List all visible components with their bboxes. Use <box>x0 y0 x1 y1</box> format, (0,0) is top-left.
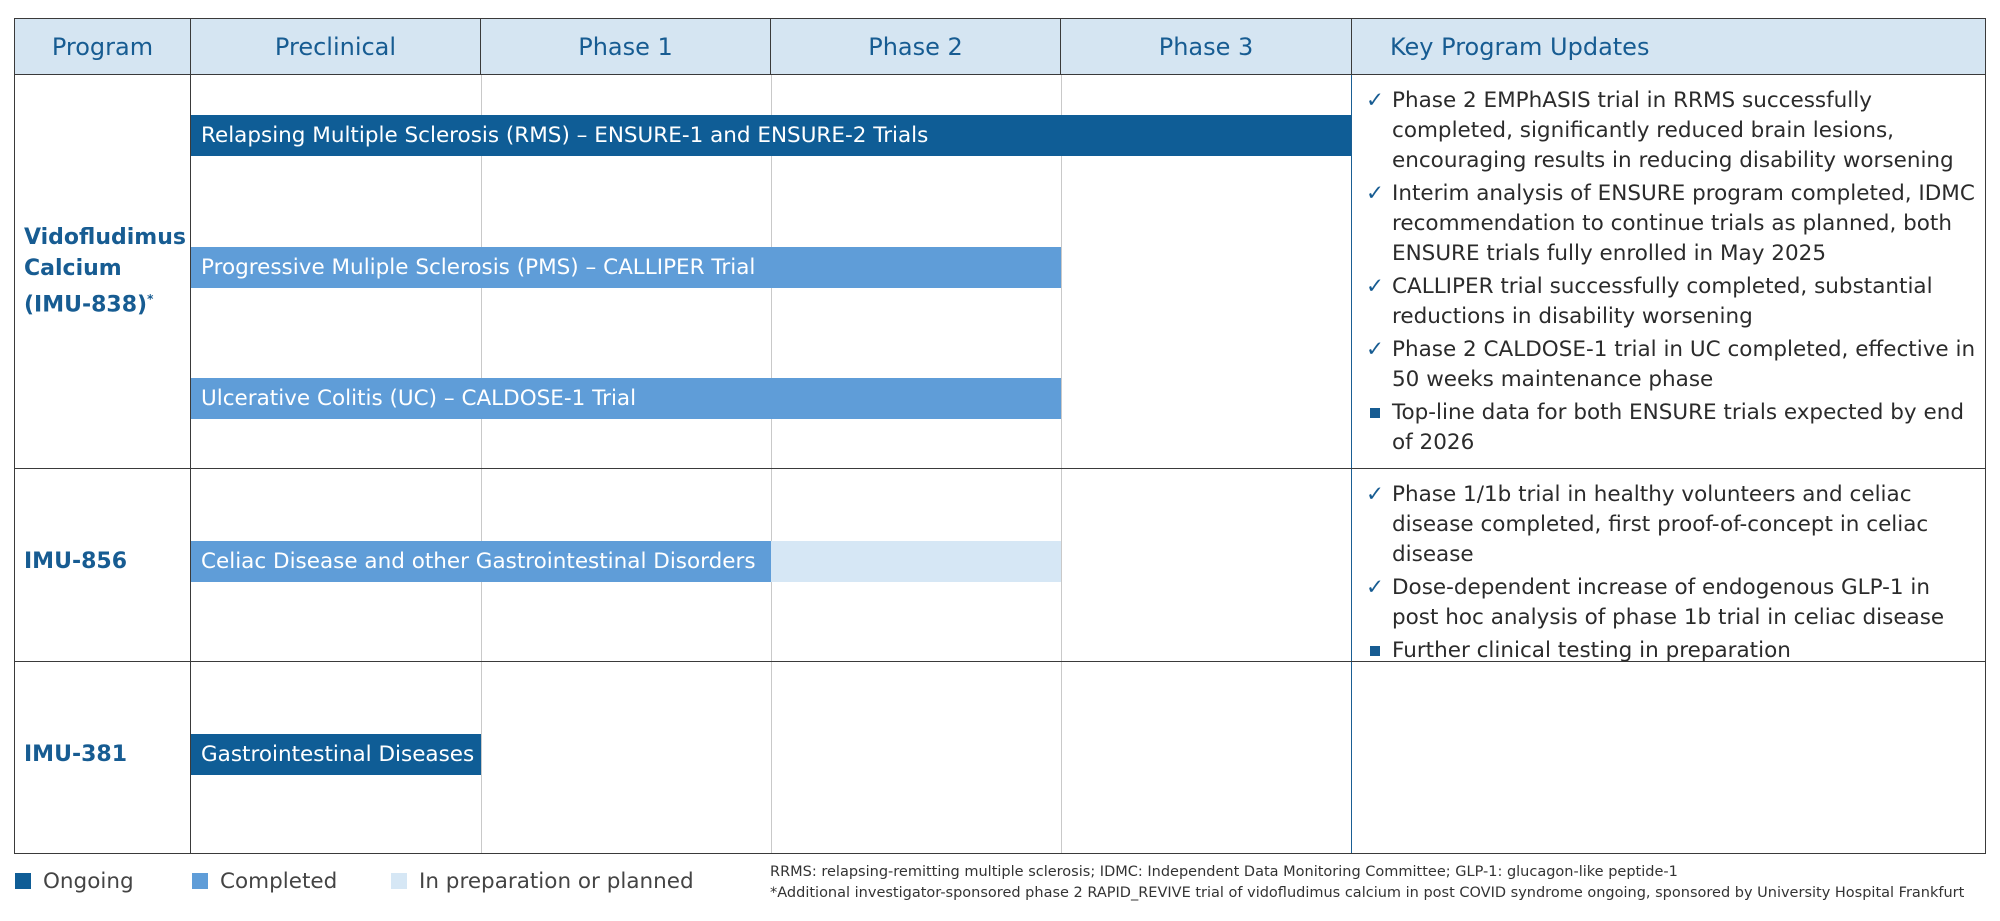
legend-swatch-planned <box>391 873 407 889</box>
bar-celiac: Celiac Disease and other Gastrointestinal Disorders <box>191 541 771 582</box>
update-text: CALLIPER trial successfully completed, substantial reductions in disability worsening <box>1392 274 1933 329</box>
footnote-marker: * <box>147 292 154 306</box>
check-icon: ✓ <box>1366 181 1385 206</box>
column-divider-phase1 <box>481 75 482 853</box>
footnote-asterisk: *Additional investigator-sponsored phase 2 RAPID_REVIVE trial of vidofludimus calcium in post COVID syndrome ongoing, sponsored by University Hospital Frankfurt <box>770 885 1965 901</box>
header-preclinical: Preclinical <box>191 19 481 75</box>
update-text: Phase 2 CALDOSE-1 trial in UC completed, effective in 50 weeks maintenance phase <box>1392 337 1976 392</box>
footnote-abbreviations: RRMS: relapsing-remitting multiple sclerosis; IDMC: Independent Data Monitoring Committee; GLP-1: glucagon-like peptide-1 <box>770 864 1678 880</box>
bar-uc-caldose: Ulcerative Colitis (UC) – CALDOSE-1 Trial <box>191 378 1061 419</box>
legend-swatch-completed <box>192 873 208 889</box>
program-name-vidofludimus <box>24 222 184 320</box>
header-phase1: Phase 1 <box>481 19 771 75</box>
header-updates: Key Program Updates <box>1352 19 1985 75</box>
header-phase3: Phase 3 <box>1061 19 1352 75</box>
update-text: Phase 2 EMPhASIS trial in RRMS successfully completed, significantly reduced brain lesions, encouraging results in reducing disability worsening <box>1392 88 1954 173</box>
update-text: Interim analysis of ENSURE program completed, IDMC recommendation to continue trials as planned, both ENSURE trials fully enrolled in May 2025 <box>1392 181 1975 266</box>
update-text: Further clinical testing in preparation <box>1392 638 1791 663</box>
row-divider-1 <box>14 468 1986 469</box>
update-item <box>1366 480 1978 570</box>
update-item <box>1366 179 1978 269</box>
update-item <box>1366 272 1978 332</box>
update-text: Dose-dependent increase of endogenous GLP-1 in post hoc analysis of phase 1b trial in celiac disease <box>1392 575 1945 630</box>
column-divider-updates <box>1351 75 1352 853</box>
square-bullet-icon <box>1370 408 1380 418</box>
program-code: (IMU-838) <box>24 292 148 318</box>
update-item <box>1366 636 1978 666</box>
check-icon: ✓ <box>1366 88 1385 113</box>
bar-pms-calliper: Progressive Muliple Sclerosis (PMS) – CALLIPER Trial <box>191 247 1061 288</box>
program-name-imu-856: IMU-856 <box>24 549 127 574</box>
bar-rms-ensure: Relapsing Multiple Sclerosis (RMS) – ENSURE-1 and ENSURE-2 Trials <box>191 115 1351 156</box>
header-program: Program <box>15 19 191 75</box>
program-name-imu-381: IMU-381 <box>24 742 127 767</box>
check-icon: ✓ <box>1366 575 1385 600</box>
update-item <box>1366 398 1978 458</box>
check-icon: ✓ <box>1366 337 1385 362</box>
update-text: Top-line data for both ENSURE trials expected by end of 2026 <box>1392 400 1964 455</box>
column-divider-phase2 <box>771 75 772 853</box>
check-icon: ✓ <box>1366 274 1385 299</box>
square-bullet-icon <box>1370 646 1380 656</box>
update-text: Phase 1/1b trial in healthy volunteers and celiac disease completed, first proof-of-concept in celiac disease <box>1392 482 1929 567</box>
program-name-line <box>24 284 184 320</box>
legend-ongoing <box>15 866 134 896</box>
update-item <box>1366 335 1978 395</box>
legend-label: Completed <box>220 868 338 894</box>
bar-gi-diseases: Gastrointestinal Diseases <box>191 734 481 775</box>
program-name-line: Calcium <box>24 256 122 281</box>
legend-swatch-ongoing <box>15 873 31 889</box>
updates-vidofludimus <box>1366 86 1978 461</box>
column-divider-phase3 <box>1061 75 1062 853</box>
legend-completed <box>192 866 337 896</box>
legend-label: Ongoing <box>43 868 134 894</box>
updates-imu-856 <box>1366 480 1978 669</box>
bar-celiac-planned <box>771 541 1061 582</box>
program-name-line: Vidofludimus <box>24 225 186 250</box>
check-icon: ✓ <box>1366 482 1385 507</box>
header-phase2: Phase 2 <box>771 19 1061 75</box>
legend-planned <box>391 866 694 896</box>
update-item <box>1366 573 1978 633</box>
update-item <box>1366 86 1978 176</box>
legend-label: In preparation or planned <box>419 868 694 894</box>
